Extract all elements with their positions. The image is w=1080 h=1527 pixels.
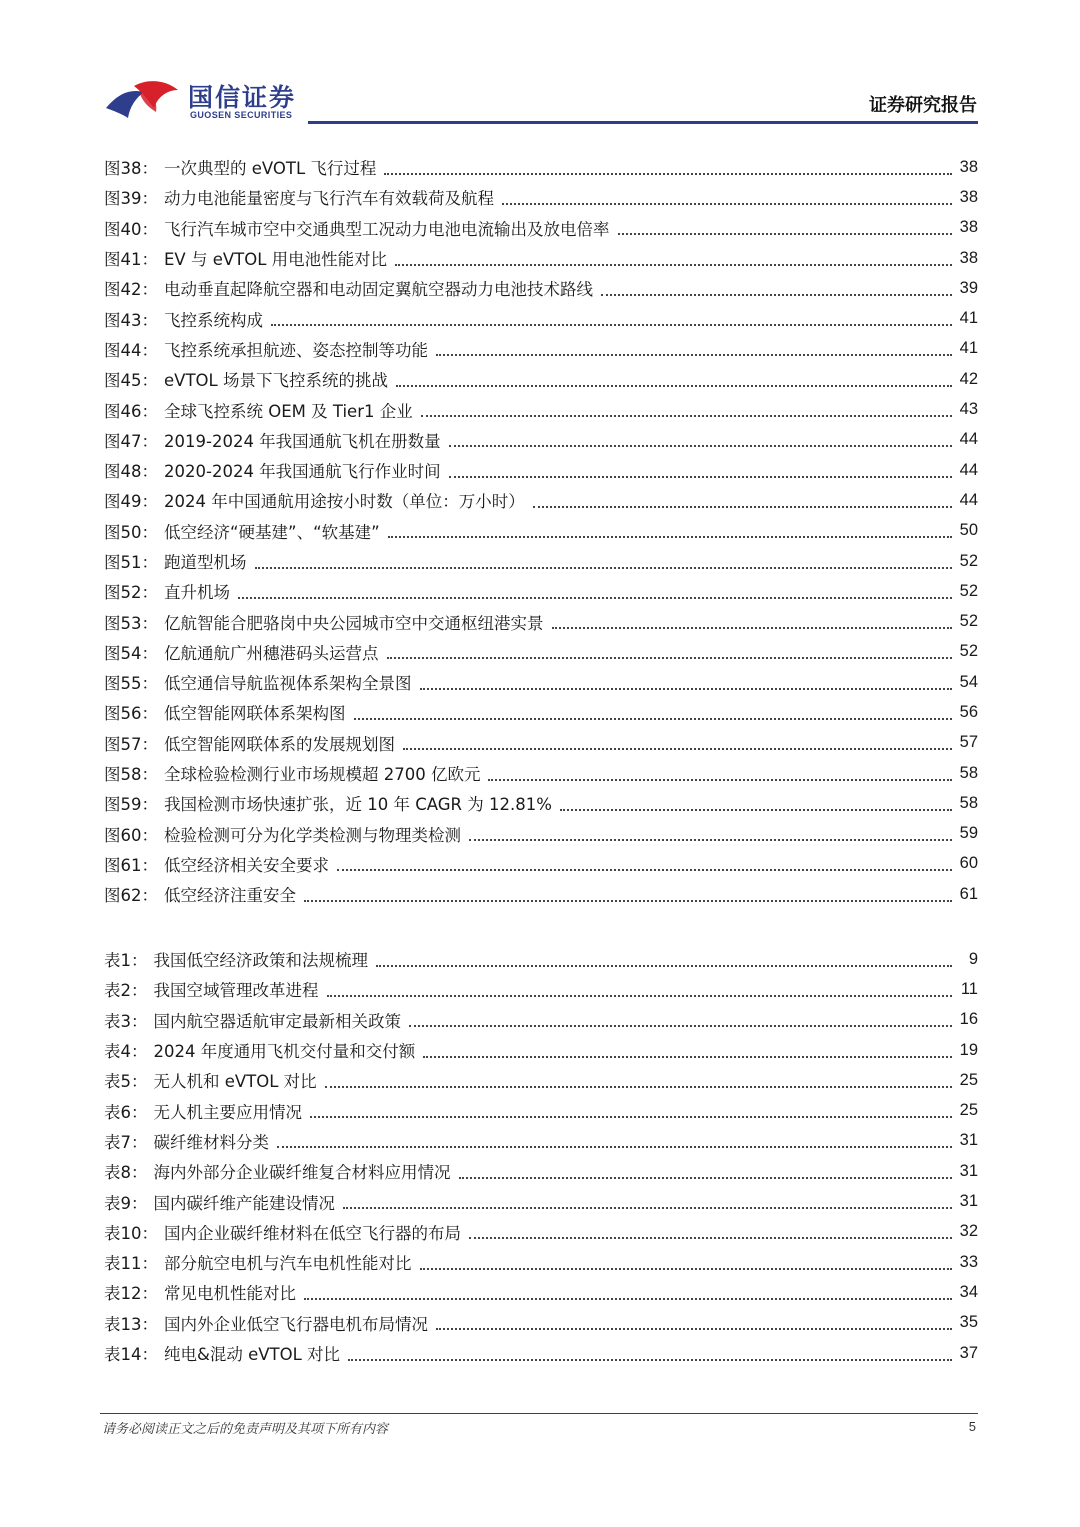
figure-entry[interactable] (104, 546, 978, 576)
figure-entry[interactable] (104, 425, 978, 455)
entry-title: 碳纤维材料分类 (153, 1132, 269, 1152)
entry-number: 图46： (104, 401, 158, 421)
table-entry[interactable] (104, 1095, 978, 1125)
entry-number: 图51： (104, 553, 158, 572)
table-entry[interactable] (104, 974, 978, 1004)
entry-title: 跑道型机场 (164, 553, 247, 572)
entry-number: 表8： (104, 1163, 148, 1183)
entry-page: 44 (959, 430, 978, 449)
figure-entry[interactable] (104, 697, 978, 727)
leader-dots (421, 414, 952, 417)
leader-dots (449, 475, 952, 478)
entry-number: 图39： (104, 189, 158, 209)
entry-title: 飞控系统构成 (164, 310, 263, 330)
leader-dots (533, 505, 952, 508)
leader-dots (469, 1236, 952, 1239)
leader-dots (618, 232, 952, 235)
entry-title: 低空智能网联体系的发展规划图 (164, 734, 395, 754)
entry-page: 58 (959, 763, 978, 782)
logo-cn-text: 国信证券 (188, 83, 297, 112)
entry-page: 44 (959, 460, 978, 479)
entry-title: 2019-2024 年我国通航飞机在册数量 (164, 431, 441, 451)
entry-number: 表3： (104, 1011, 148, 1031)
leader-dots (601, 293, 952, 296)
table-entry[interactable] (104, 1035, 978, 1065)
figure-entry[interactable] (104, 273, 978, 303)
table-entry[interactable] (104, 1156, 978, 1186)
entry-page: 38 (959, 218, 978, 237)
leader-dots (376, 964, 952, 967)
entry-page: 52 (959, 551, 978, 570)
leader-dots (387, 656, 952, 659)
leader-dots (502, 202, 952, 205)
entry-number: 表14： (104, 1345, 158, 1364)
entry-title: 国内外企业低空飞行器电机布局情况 (164, 1314, 428, 1334)
page-number: 5 (968, 1419, 976, 1434)
entry-page: 31 (959, 1192, 978, 1211)
figure-entry[interactable] (104, 243, 978, 273)
figure-entry[interactable] (104, 152, 978, 182)
entry-number: 图52： (104, 583, 158, 603)
figure-entry[interactable] (104, 819, 978, 849)
entry-number: 图47： (104, 431, 158, 451)
entry-page: 59 (959, 824, 978, 843)
entry-number: 图55： (104, 674, 158, 694)
entry-number: 表4： (104, 1042, 148, 1062)
entry-number: 图57： (104, 734, 158, 754)
entry-page: 56 (959, 702, 978, 721)
leader-dots (420, 1267, 952, 1270)
entry-number: 图58： (104, 765, 158, 785)
entry-title: 全球飞控系统 OEM 及 Tier1 企业 (164, 401, 413, 421)
entry-number: 图41： (104, 250, 158, 270)
entry-title: 低空经济“硬基建”、“软基建” (164, 522, 380, 542)
leader-dots (388, 535, 952, 538)
entry-title: 国内航空器适航审定最新相关政策 (153, 1011, 401, 1031)
figure-entry[interactable] (104, 213, 978, 243)
entry-title: 部分航空电机与汽车电机性能对比 (164, 1254, 412, 1274)
table-entry[interactable] (104, 944, 978, 974)
entry-page: 52 (959, 581, 978, 600)
figure-entry[interactable] (104, 516, 978, 546)
entry-page: 52 (959, 612, 978, 631)
table-entry[interactable] (104, 1005, 978, 1035)
leader-dots (488, 778, 951, 781)
footer-rule (100, 1413, 978, 1414)
logo-en-text: GUOSEN SECURITIES (190, 110, 293, 120)
leader-dots (436, 353, 952, 356)
entry-page: 34 (959, 1282, 978, 1301)
figure-entry[interactable] (104, 788, 978, 818)
table-entry[interactable] (104, 1217, 978, 1247)
entry-number: 图49： (104, 492, 158, 512)
entry-page: 39 (959, 278, 978, 297)
entry-title: 全球检验检测行业市场规模超 2700 亿欧元 (164, 765, 481, 785)
leader-dots (396, 384, 952, 387)
entry-page: 41 (959, 339, 978, 358)
figure-entry[interactable] (104, 182, 978, 212)
entry-number: 图50： (104, 522, 158, 542)
entry-number: 表2： (104, 981, 148, 1001)
leader-dots (325, 1085, 952, 1088)
entry-title: eVTOL 场景下飞控系统的挑战 (164, 371, 388, 391)
entry-title: 我国检测市场快速扩张，近 10 年 CAGR 为 12.81% (164, 795, 552, 815)
entry-title: 海内外部分企业碳纤维复合材料应用情况 (153, 1163, 451, 1183)
entry-page: 41 (959, 309, 978, 328)
entry-number: 图45： (104, 371, 158, 391)
entry-title: 低空通信导航监视体系架构全景图 (164, 674, 412, 694)
figure-entry[interactable] (104, 576, 978, 606)
entry-page: 25 (959, 1101, 978, 1120)
entry-title: 国内碳纤维产能建设情况 (153, 1193, 335, 1213)
entry-page: 58 (959, 793, 978, 812)
entry-title: 纯电&混动 eVTOL 对比 (164, 1345, 341, 1364)
entry-title: 无人机和 eVTOL 对比 (153, 1072, 317, 1092)
entry-title: 飞行汽车城市空中交通典型工况动力电池电流输出及放电倍率 (164, 219, 610, 239)
table-entry[interactable] (104, 1277, 978, 1307)
leader-dots (304, 1297, 952, 1300)
figure-list (104, 152, 978, 909)
table-entry[interactable] (104, 1308, 978, 1338)
entry-title: 国内企业碳纤维材料在低空飞行器的布局 (164, 1223, 461, 1243)
entry-number: 图59： (104, 795, 158, 815)
leader-dots (436, 1327, 952, 1330)
entry-title: 一次典型的 eVOTL 飞行过程 (164, 159, 377, 179)
leader-dots (310, 1115, 952, 1118)
entry-number: 图54： (104, 643, 158, 663)
entry-page: 9 (968, 949, 978, 968)
entry-title: 低空经济注重安全 (164, 886, 296, 906)
leader-dots (459, 1176, 952, 1179)
guosen-logo (104, 76, 304, 124)
entry-page: 52 (959, 642, 978, 661)
entry-page: 16 (959, 1010, 978, 1029)
figure-entry[interactable] (104, 394, 978, 424)
entry-number: 表6： (104, 1102, 148, 1122)
leader-dots (552, 626, 952, 629)
entry-page: 57 (959, 733, 978, 752)
leader-dots (337, 868, 952, 871)
table-entry[interactable] (104, 1247, 978, 1277)
entry-title: 飞控系统承担航迹、姿态控制等功能 (164, 340, 428, 360)
leader-dots (354, 717, 952, 720)
leader-dots (238, 596, 952, 599)
figure-entry[interactable] (104, 849, 978, 879)
entry-number: 表12： (104, 1284, 158, 1304)
entry-number: 表13： (104, 1314, 158, 1334)
leader-dots (348, 1358, 952, 1361)
figure-entry[interactable] (104, 728, 978, 758)
figure-entry[interactable] (104, 879, 978, 909)
entry-title: 低空经济相关安全要求 (164, 855, 329, 875)
entry-number: 图48： (104, 462, 158, 482)
entry-page: 33 (959, 1252, 978, 1271)
figure-entry[interactable] (104, 606, 978, 636)
entry-page: 31 (959, 1161, 978, 1180)
entry-number: 图43： (104, 310, 158, 330)
leader-dots (255, 566, 952, 569)
figure-entry[interactable] (104, 303, 978, 333)
entry-title: 2024 年中国通航用途按小时数（单位：万小时） (164, 492, 525, 512)
leader-dots (560, 808, 952, 811)
entry-page: 38 (959, 248, 978, 267)
figure-entry[interactable] (104, 667, 978, 697)
entry-page: 31 (959, 1131, 978, 1150)
leader-dots (343, 1206, 952, 1209)
entry-page: 54 (959, 672, 978, 691)
entry-title: 2020-2024 年我国通航飞行作业时间 (164, 462, 441, 482)
entry-page: 32 (959, 1222, 978, 1241)
leader-dots (271, 323, 952, 326)
leader-dots (277, 1145, 952, 1148)
entry-number: 图53： (104, 613, 158, 633)
table-list (104, 944, 978, 1368)
entry-number: 表10： (104, 1223, 158, 1243)
leader-dots (469, 838, 952, 841)
entry-title: 无人机主要应用情况 (153, 1102, 302, 1122)
leader-dots (384, 172, 951, 175)
figure-entry[interactable] (104, 758, 978, 788)
entry-number: 图44： (104, 340, 158, 360)
figure-entry[interactable] (104, 485, 978, 515)
entry-page: 43 (959, 400, 978, 419)
table-entry[interactable] (104, 1065, 978, 1095)
entry-page: 60 (959, 854, 978, 873)
guosen-logo-mark-icon (104, 78, 184, 122)
entry-page: 38 (959, 187, 978, 206)
figure-entry[interactable] (104, 637, 978, 667)
entry-number: 图40： (104, 219, 158, 239)
header-rule (308, 121, 978, 124)
entry-number: 图56： (104, 704, 158, 724)
entry-number: 表7： (104, 1132, 148, 1152)
figure-entry[interactable] (104, 334, 978, 364)
entry-number: 图42： (104, 280, 158, 300)
entry-page: 25 (959, 1070, 978, 1089)
entry-title: 我国低空经济政策和法规梳理 (153, 951, 368, 971)
entry-page: 38 (959, 157, 978, 176)
entry-page: 42 (959, 369, 978, 388)
entry-page: 44 (959, 490, 978, 509)
disclaimer-note: 请务必阅读正文之后的免责声明及其项下所有内容 (102, 1422, 389, 1437)
entry-number: 图38： (104, 159, 158, 179)
entry-title: 检验检测可分为化学类检测与物理类检测 (164, 825, 461, 845)
entry-number: 表5： (104, 1072, 148, 1092)
table-entry[interactable] (104, 1338, 978, 1368)
entry-number: 表11： (104, 1254, 158, 1274)
leader-dots (409, 1024, 952, 1027)
entry-title: 动力电池能量密度与飞行汽车有效载荷及航程 (164, 189, 494, 209)
entry-page: 11 (960, 979, 978, 998)
leader-dots (395, 263, 951, 266)
entry-page: 19 (959, 1040, 978, 1059)
leader-dots (423, 1055, 951, 1058)
table-entry[interactable] (104, 1186, 978, 1216)
entry-page: 61 (959, 884, 978, 903)
entry-title: 低空智能网联体系架构图 (164, 704, 346, 724)
entry-title: 亿航智能合肥骆岗中央公园城市空中交通枢纽港实景 (164, 613, 544, 633)
entry-title: 亿航通航广州穗港码头运营点 (164, 643, 379, 663)
table-entry[interactable] (104, 1126, 978, 1156)
entry-page: 35 (959, 1313, 978, 1332)
entry-page: 50 (959, 521, 978, 540)
report-title: 证券研究报告 (869, 95, 977, 116)
leader-dots (403, 747, 952, 750)
leader-dots (449, 444, 952, 447)
entry-title: 电动垂直起降航空器和电动固定翼航空器动力电池技术路线 (164, 280, 593, 300)
entry-title: 直升机场 (164, 583, 230, 603)
leader-dots (420, 687, 952, 690)
entry-page: 37 (959, 1343, 978, 1362)
entry-number: 图62： (104, 886, 158, 906)
entry-number: 表1： (104, 951, 148, 971)
entry-number: 图61： (104, 855, 158, 875)
entry-title: 常见电机性能对比 (164, 1284, 296, 1304)
figure-entry[interactable] (104, 364, 978, 394)
entry-number: 图60： (104, 825, 158, 845)
entry-title: 2024 年度通用飞机交付量和交付额 (153, 1042, 416, 1062)
entry-title: EV 与 eVTOL 用电池性能对比 (164, 250, 388, 270)
leader-dots (304, 899, 952, 902)
entry-title: 我国空域管理改革进程 (153, 981, 319, 1001)
leader-dots (327, 994, 953, 997)
figure-entry[interactable] (104, 455, 978, 485)
entry-number: 表9： (104, 1193, 148, 1213)
